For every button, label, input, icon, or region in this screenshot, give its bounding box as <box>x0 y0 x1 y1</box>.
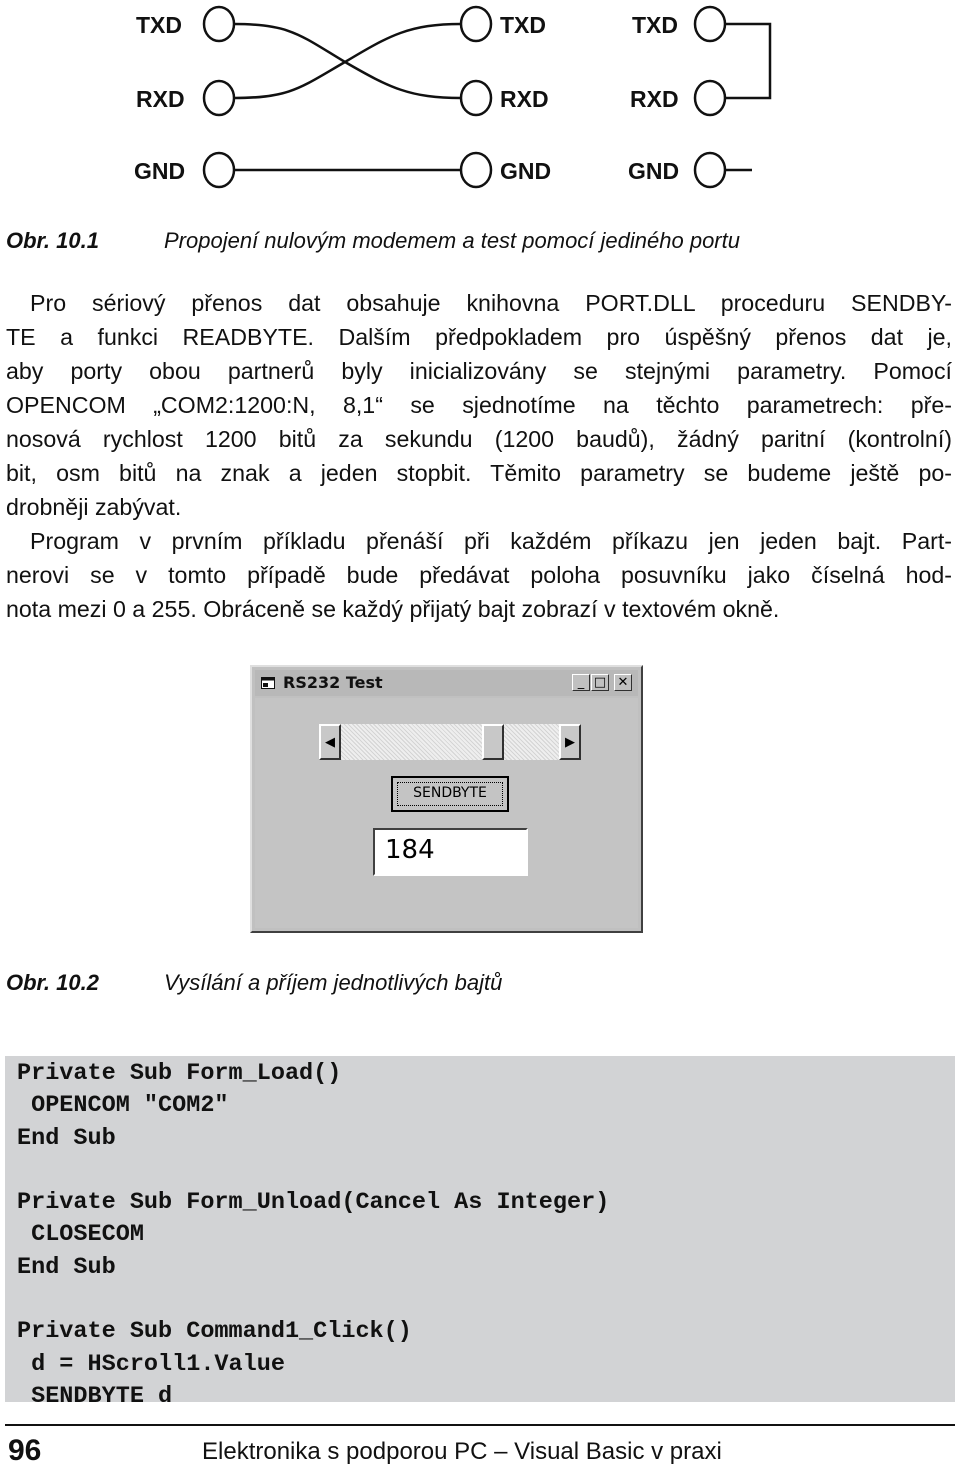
label-mid-txd: TXD <box>500 12 546 38</box>
paragraph <box>6 524 952 626</box>
figure-caption-2 <box>6 970 906 998</box>
caption-text: Vysílání a příjem jednotlivých bajtů <box>164 970 503 995</box>
pin-right-txd <box>695 7 725 41</box>
text-line: aby porty obou partnerů byly inicializovány se stejnými parametry. Pomocí <box>6 358 952 384</box>
caption-text: Propojení nulovým modemem a test pomocí jediného portu <box>164 228 740 253</box>
wire-loopback <box>725 24 770 98</box>
window-client-area <box>255 698 638 928</box>
text-line: nosová rychlost 1200 bitů za sekundu (1200 baudů), žádný paritní (kontrolní) <box>6 426 952 452</box>
scroll-left-arrow-icon[interactable]: ◀ <box>319 724 341 760</box>
pin-right-rxd <box>695 81 725 115</box>
pin-left-txd <box>204 7 234 41</box>
window-title: RS232 Test <box>283 673 383 692</box>
label-mid-rxd: RXD <box>500 86 549 112</box>
scroll-right-arrow-icon[interactable]: ▶ <box>559 724 581 760</box>
horizontal-scrollbar[interactable] <box>319 724 581 760</box>
sendbyte-button-label: SENDBYTE <box>397 782 503 806</box>
label-right-rxd: RXD <box>630 86 679 112</box>
pin-right-gnd <box>695 153 725 187</box>
label-right-gnd: GND <box>628 158 680 184</box>
received-value: 184 <box>385 835 435 865</box>
pin-left-rxd <box>204 81 234 115</box>
form-icon <box>261 677 275 689</box>
text-line: bit, osm bitů na znak a jeden stopbit. Těmito parametry se budeme ještě po- <box>6 460 952 486</box>
running-footer-title: Elektronika s podporou PC – Visual Basic v praxi <box>202 1438 722 1465</box>
text-line: drobněji zabývat. <box>6 494 182 520</box>
label-right-txd: TXD <box>632 12 678 38</box>
scrollbar-track[interactable] <box>341 724 559 760</box>
text-line: nerovi se v tomto případě bude předávat poloha posuvníku jako číselná hod- <box>6 562 952 588</box>
label-left-gnd: GND <box>134 158 186 184</box>
wiring-diagram <box>0 0 960 205</box>
sendbyte-button[interactable] <box>391 776 509 812</box>
window-titlebar[interactable] <box>255 670 638 696</box>
label-mid-gnd: GND <box>500 158 552 184</box>
rs232-test-window <box>250 665 643 933</box>
pin-left-gnd <box>204 153 234 187</box>
pin-mid-gnd <box>461 153 491 187</box>
received-value-textbox[interactable] <box>373 828 528 876</box>
pin-mid-txd <box>461 7 491 41</box>
text-line: Pro sériový přenos dat obsahuje knihovna PORT.DLL proceduru SENDBY- <box>30 290 952 316</box>
minimize-button[interactable]: _ <box>572 674 590 691</box>
body-text <box>6 286 952 626</box>
code-listing <box>5 1056 955 1410</box>
maximize-button[interactable]: □ <box>591 674 609 691</box>
text-line: TE a funkci READBYTE. Dalším předpokladem pro úspěšný přenos dat je, <box>6 324 952 350</box>
text-line: OPENCOM „COM2:1200:N, 8,1“ se sjednotíme na těchto parametrech: pře- <box>6 392 952 418</box>
figure-caption-1 <box>6 228 906 256</box>
text-line: nota mezi 0 a 255. Obráceně se každý přijatý bajt zobrazí v textovém okně. <box>6 596 780 622</box>
paragraph <box>6 286 952 524</box>
pin-mid-rxd <box>461 81 491 115</box>
label-left-rxd: RXD <box>136 86 185 112</box>
caption-number: Obr. 10.1 <box>6 228 99 253</box>
code-text: Private Sub Form_Load() OPENCOM "COM2" End Sub Private Sub Form_Unload(Cancel As Integer) CLOSECOM End Sub Private Sub Command1_Click() d = HScroll1.Value SENDBYTE d <box>17 1060 610 1410</box>
page-number: 96 <box>8 1434 42 1467</box>
text-line: Program v prvním příkladu přenáší při každém příkazu jen jeden bajt. Part- <box>30 528 952 554</box>
label-left-txd: TXD <box>136 12 182 38</box>
scrollbar-thumb[interactable] <box>482 724 504 760</box>
close-button[interactable]: ✕ <box>614 674 632 691</box>
footer-divider <box>5 1424 955 1426</box>
wire-rxd-to-txd <box>234 24 461 98</box>
caption-number: Obr. 10.2 <box>6 970 99 995</box>
